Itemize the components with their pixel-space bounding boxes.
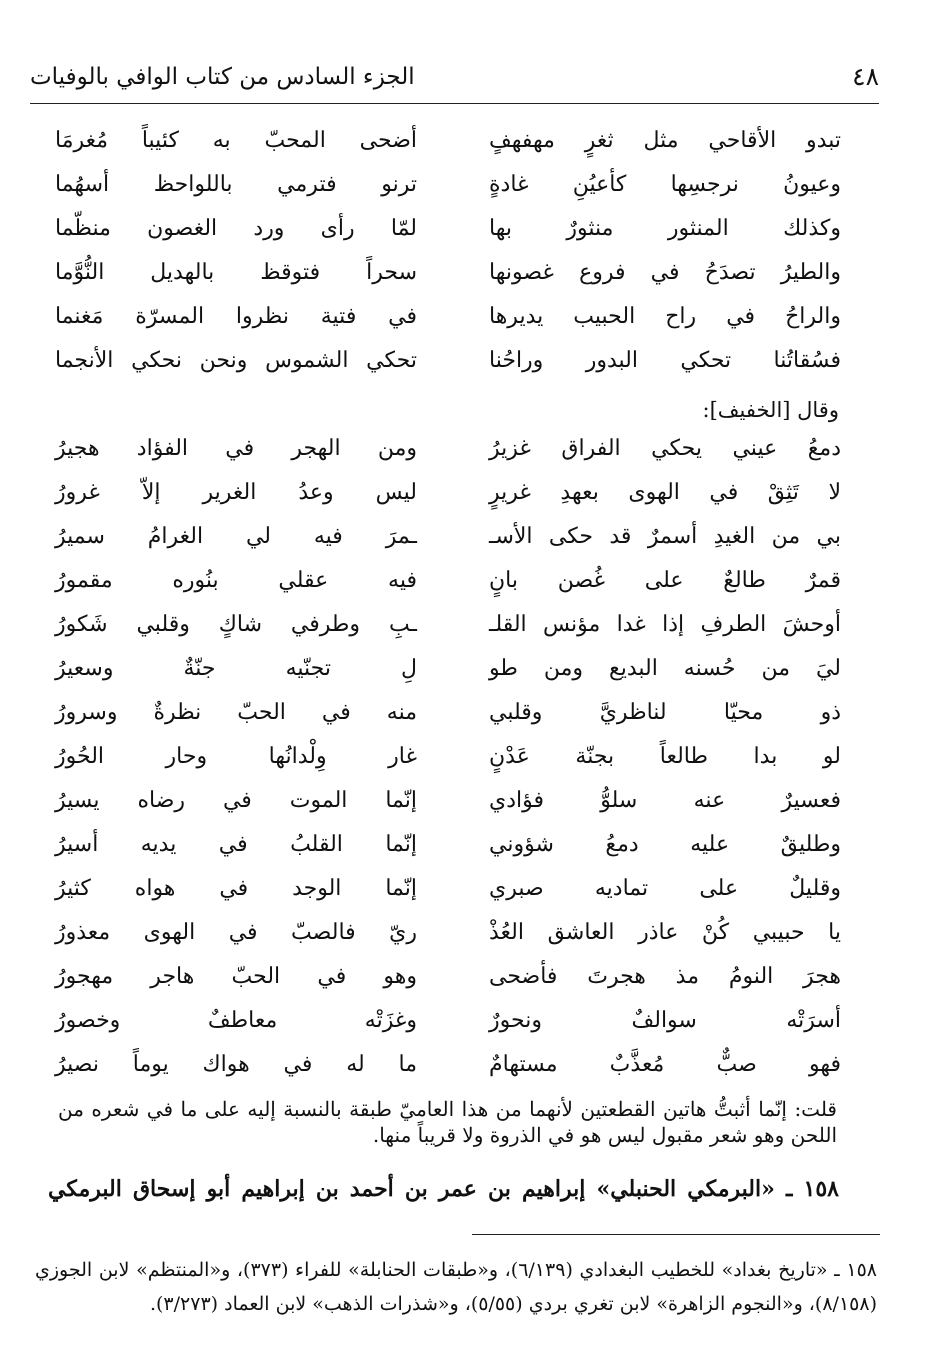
- verse-line: [55, 304, 841, 348]
- verse-first-hemistich: لو بدا طالعاً بجنّة عَدْنٍ: [489, 744, 841, 769]
- verse-second-hemistich: وهو في الحبّ هاجر مهجورُ: [55, 964, 417, 989]
- verse-first-hemistich: ليَ من حُسنه البديع ومن طو: [489, 656, 841, 681]
- verse-line: [55, 524, 841, 568]
- verse-first-hemistich: فسُقاتُنا تحكي البدور وراحُنا: [489, 348, 841, 373]
- poem-2: [55, 436, 841, 1096]
- verse-first-hemistich: لا تَثِقْ في الهوى بعهدِ غريرٍ: [489, 480, 841, 505]
- verse-first-hemistich: وطليقٌ عليه دمعُ شؤوني: [489, 832, 841, 857]
- verse-first-hemistich: ذو محيّا لناظريَّ وقلبي: [489, 700, 841, 725]
- verse-first-hemistich: وكذلك المنثور منثورٌ بها: [489, 216, 841, 241]
- verse-second-hemistich: لمّا رأى ورد الغصون منظّما: [55, 216, 417, 241]
- page-number: ٤٨: [852, 62, 879, 91]
- verse-first-hemistich: دمعُ عيني يحكي الفراق غزيرُ: [489, 436, 841, 461]
- verse-second-hemistich: تحكي الشموس ونحن نحكي الأنجما: [55, 348, 417, 373]
- verse-first-hemistich: وعيونُ نرجسِها كأعيُنِ غادةٍ: [489, 172, 841, 197]
- verse-line: [55, 1052, 841, 1096]
- verse-first-hemistich: بي من الغيدِ أسمرٌ قد حكى الأسـ: [489, 524, 841, 549]
- verse-first-hemistich: وقليلٌ على تماديه صبري: [489, 876, 841, 901]
- verse-line: [55, 920, 841, 964]
- verse-second-hemistich: إنّما الوجد في هواه كثيرُ: [55, 876, 417, 901]
- verse-second-hemistich: وغزَتْه معاطفٌ وخصورُ: [55, 1008, 417, 1033]
- verse-second-hemistich: إنّما القلبُ في يديه أسيرُ: [55, 832, 417, 857]
- verse-first-hemistich: فعسيرٌ عنه سلوُّ فؤادي: [489, 788, 841, 813]
- footnote-rule: [472, 1234, 880, 1235]
- verse-first-hemistich: والطيرُ تصدَحُ في فروع غصونها: [489, 260, 841, 285]
- author-comment: قلت: إنّما أثبتُّ هاتين القطعتين لأنهما من هذا العاميّ طبقة بالنسبة إليه على ما في شعره من اللحن وهو شعر مقبول ليس هو في الذروة ولا قريباً منها.: [58, 1097, 837, 1147]
- verse-line: [55, 1008, 841, 1052]
- verse-line: [55, 700, 841, 744]
- verse-first-hemistich: فهو صبٌّ مُعذَّبٌ مستهامٌ: [489, 1052, 841, 1077]
- verse-line: [55, 788, 841, 832]
- verse-line: [55, 172, 841, 216]
- verse-line: [55, 656, 841, 700]
- verse-line: [55, 216, 841, 260]
- verse-second-hemistich: ترنو فترمي باللواحظ أسهُما: [55, 172, 417, 197]
- verse-first-hemistich: هجرَ النومُ مذ هجرتَ فأضحى: [489, 964, 841, 989]
- meter-note: وقال [الخفيف]:: [702, 398, 839, 422]
- verse-line: [55, 260, 841, 304]
- verse-second-hemistich: سحراً فتوقظ بالهديل النُّوَّما: [55, 260, 417, 285]
- verse-second-hemistich: فيه عقلي بنُوره مقمورُ: [55, 568, 417, 593]
- verse-line: [55, 612, 841, 656]
- verse-line: [55, 744, 841, 788]
- verse-second-hemistich: غار وِلْدانُها وحار الحُورُ: [55, 744, 417, 769]
- verse-line: [55, 348, 841, 392]
- footnote: ١٥٨ ـ «تاريخ بغداد» للخطيب البغدادي (٦/١٣٩)، و«طبقات الحنابلة» للفراء (٣٧٣)، و«المنتظم» لابن الجوزي (٨/١٥٨)، و«النجوم الزاهرة» لابن تغري بردي (٥/٥٥)، و«شذرات الذهب» لابن العماد (٣/٢٧٣).: [35, 1259, 878, 1315]
- verse-second-hemistich: لِ تجنّيه جنّةٌ وسعيرُ: [55, 656, 417, 681]
- verse-line: [55, 876, 841, 920]
- page-header: [30, 58, 879, 98]
- verse-second-hemistich: ـبِ وطرفي شاكٍ وقلبي شَكورُ: [55, 612, 417, 637]
- verse-first-hemistich: قمرٌ طالعٌ على غُصن بانٍ: [489, 568, 841, 593]
- verse-first-hemistich: يا حبيبي كُنْ عاذر العاشق العُذْ: [489, 920, 841, 945]
- verse-first-hemistich: والراحُ في راح الحبيب يديرها: [489, 304, 841, 329]
- poem-1: [55, 128, 841, 392]
- verse-line: [55, 964, 841, 1008]
- verse-first-hemistich: أسرَتْه سوالفٌ ونحورٌ: [489, 1008, 841, 1033]
- verse-second-hemistich: ـمرَ فيه لي الغرامُ سميرُ: [55, 524, 417, 549]
- verse-line: [55, 436, 841, 480]
- verse-line: [55, 480, 841, 524]
- header-rule: [30, 103, 879, 104]
- verse-second-hemistich: منه في الحبّ نظرةٌ وسرورُ: [55, 700, 417, 725]
- verse-second-hemistich: أضحى المحبّ به كئيباً مُغرمَا: [55, 128, 417, 153]
- verse-second-hemistich: ليس وعدُ الغرير إلاّ غرورُ: [55, 480, 417, 505]
- verse-second-hemistich: إنّما الموت في رضاه يسيرُ: [55, 788, 417, 813]
- entry-heading: ١٥٨ ـ «البرمكي الحنبلي» إبراهيم بن عمر بن أحمد بن إبراهيم أبو إسحاق البرمكي: [48, 1176, 839, 1202]
- verse-second-hemistich: في فتية نظروا المسرّة مَغنما: [55, 304, 417, 329]
- verse-line: [55, 568, 841, 612]
- verse-first-hemistich: تبدو الأقاحي مثل ثغرٍ مهفهفٍ: [489, 128, 841, 153]
- running-head: الجزء السادس من كتاب الوافي بالوفيات: [30, 64, 415, 90]
- verse-second-hemistich: ريّ فالصبّ في الهوى معذورُ: [55, 920, 417, 945]
- verse-first-hemistich: أوحشَ الطرفِ إذا غدا مؤنس القلـ: [489, 612, 841, 637]
- verse-line: [55, 832, 841, 876]
- verse-second-hemistich: ومن الهجر في الفؤاد هجيرُ: [55, 436, 417, 461]
- verse-second-hemistich: ما له في هواك يوماً نصيرُ: [55, 1052, 417, 1077]
- verse-line: [55, 128, 841, 172]
